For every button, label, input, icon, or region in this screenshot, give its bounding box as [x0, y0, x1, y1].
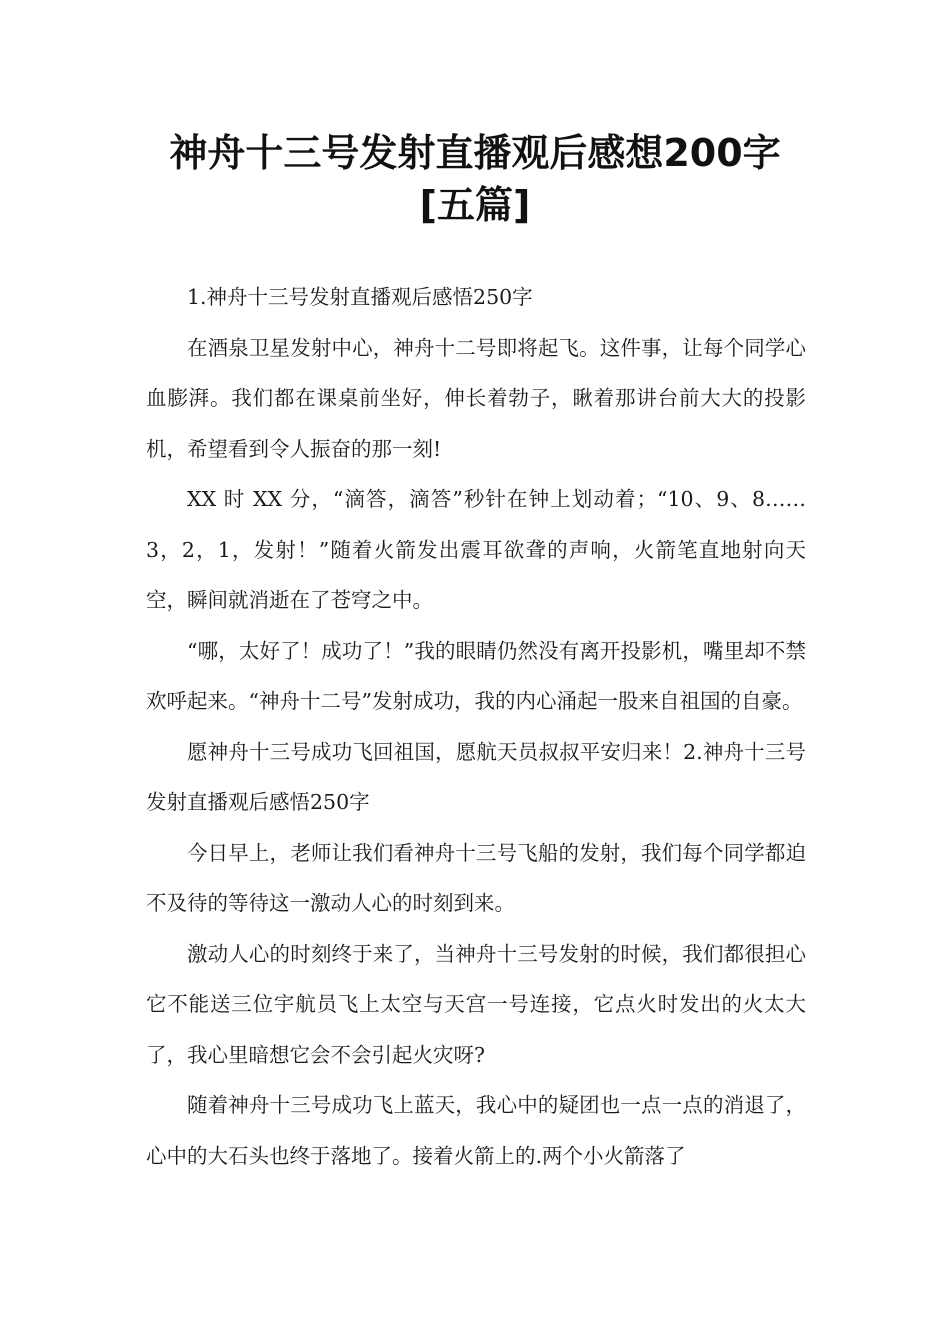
document-title-line-1: 神舟十三号发射直播观后感想200字	[169, 131, 781, 175]
body-paragraph: 在酒泉卫星发射中心，神舟十二号即将起飞。这件事，让每个同学心血膨湃。我们都在课桌前坐好，伸长着勃子，瞅着那讲台前大大的投影机，希望看到令人振奋的那一刻!	[146, 335, 806, 461]
document-title-line-2: [五篇]	[419, 183, 531, 227]
body-paragraph: XX 时 XX 分，“滴答，滴答”秒针在钟上划动着；“10、9、8……3，2，1，发射！”随着火箭发出震耳欲聋的声响，火箭笔直地射向天空，瞬间就消逝在了苍穹之中。	[146, 487, 806, 612]
document-body	[146, 272, 806, 1181]
body-paragraph: “哪，太好了！成功了！”我的眼睛仍然没有离开投影机，嘴里却不禁欢呼起来。“神舟十二号”发射成功，我的内心涌起一股来自祖国的自豪。	[146, 638, 806, 713]
body-paragraph: 随着神舟十三号成功飞上蓝天，我心中的疑团也一点一点的消退了，心中的大石头也终于落地了。接着火箭上的.两个小火箭落了	[146, 1093, 806, 1168]
section-heading-1: 1.神舟十三号发射直播观后感悟250字	[187, 285, 533, 309]
body-paragraph: 今日早上，老师让我们看神舟十三号飞船的发射，我们每个同学都迫不及待的等待这一激动人心的时刻到来。	[146, 840, 806, 915]
body-paragraph: 激动人心的时刻终于来了，当神舟十三号发射的时候，我们都很担心它不能送三位宇航员飞上太空与天宫一号连接，它点火时发出的火太大了，我心里暗想它会不会引起火灾呀?	[146, 941, 806, 1067]
body-paragraph: 愿神舟十三号成功飞回祖国，愿航天员叔叔平安归来！2.神舟十三号发射直播观后感悟250字	[146, 739, 806, 814]
